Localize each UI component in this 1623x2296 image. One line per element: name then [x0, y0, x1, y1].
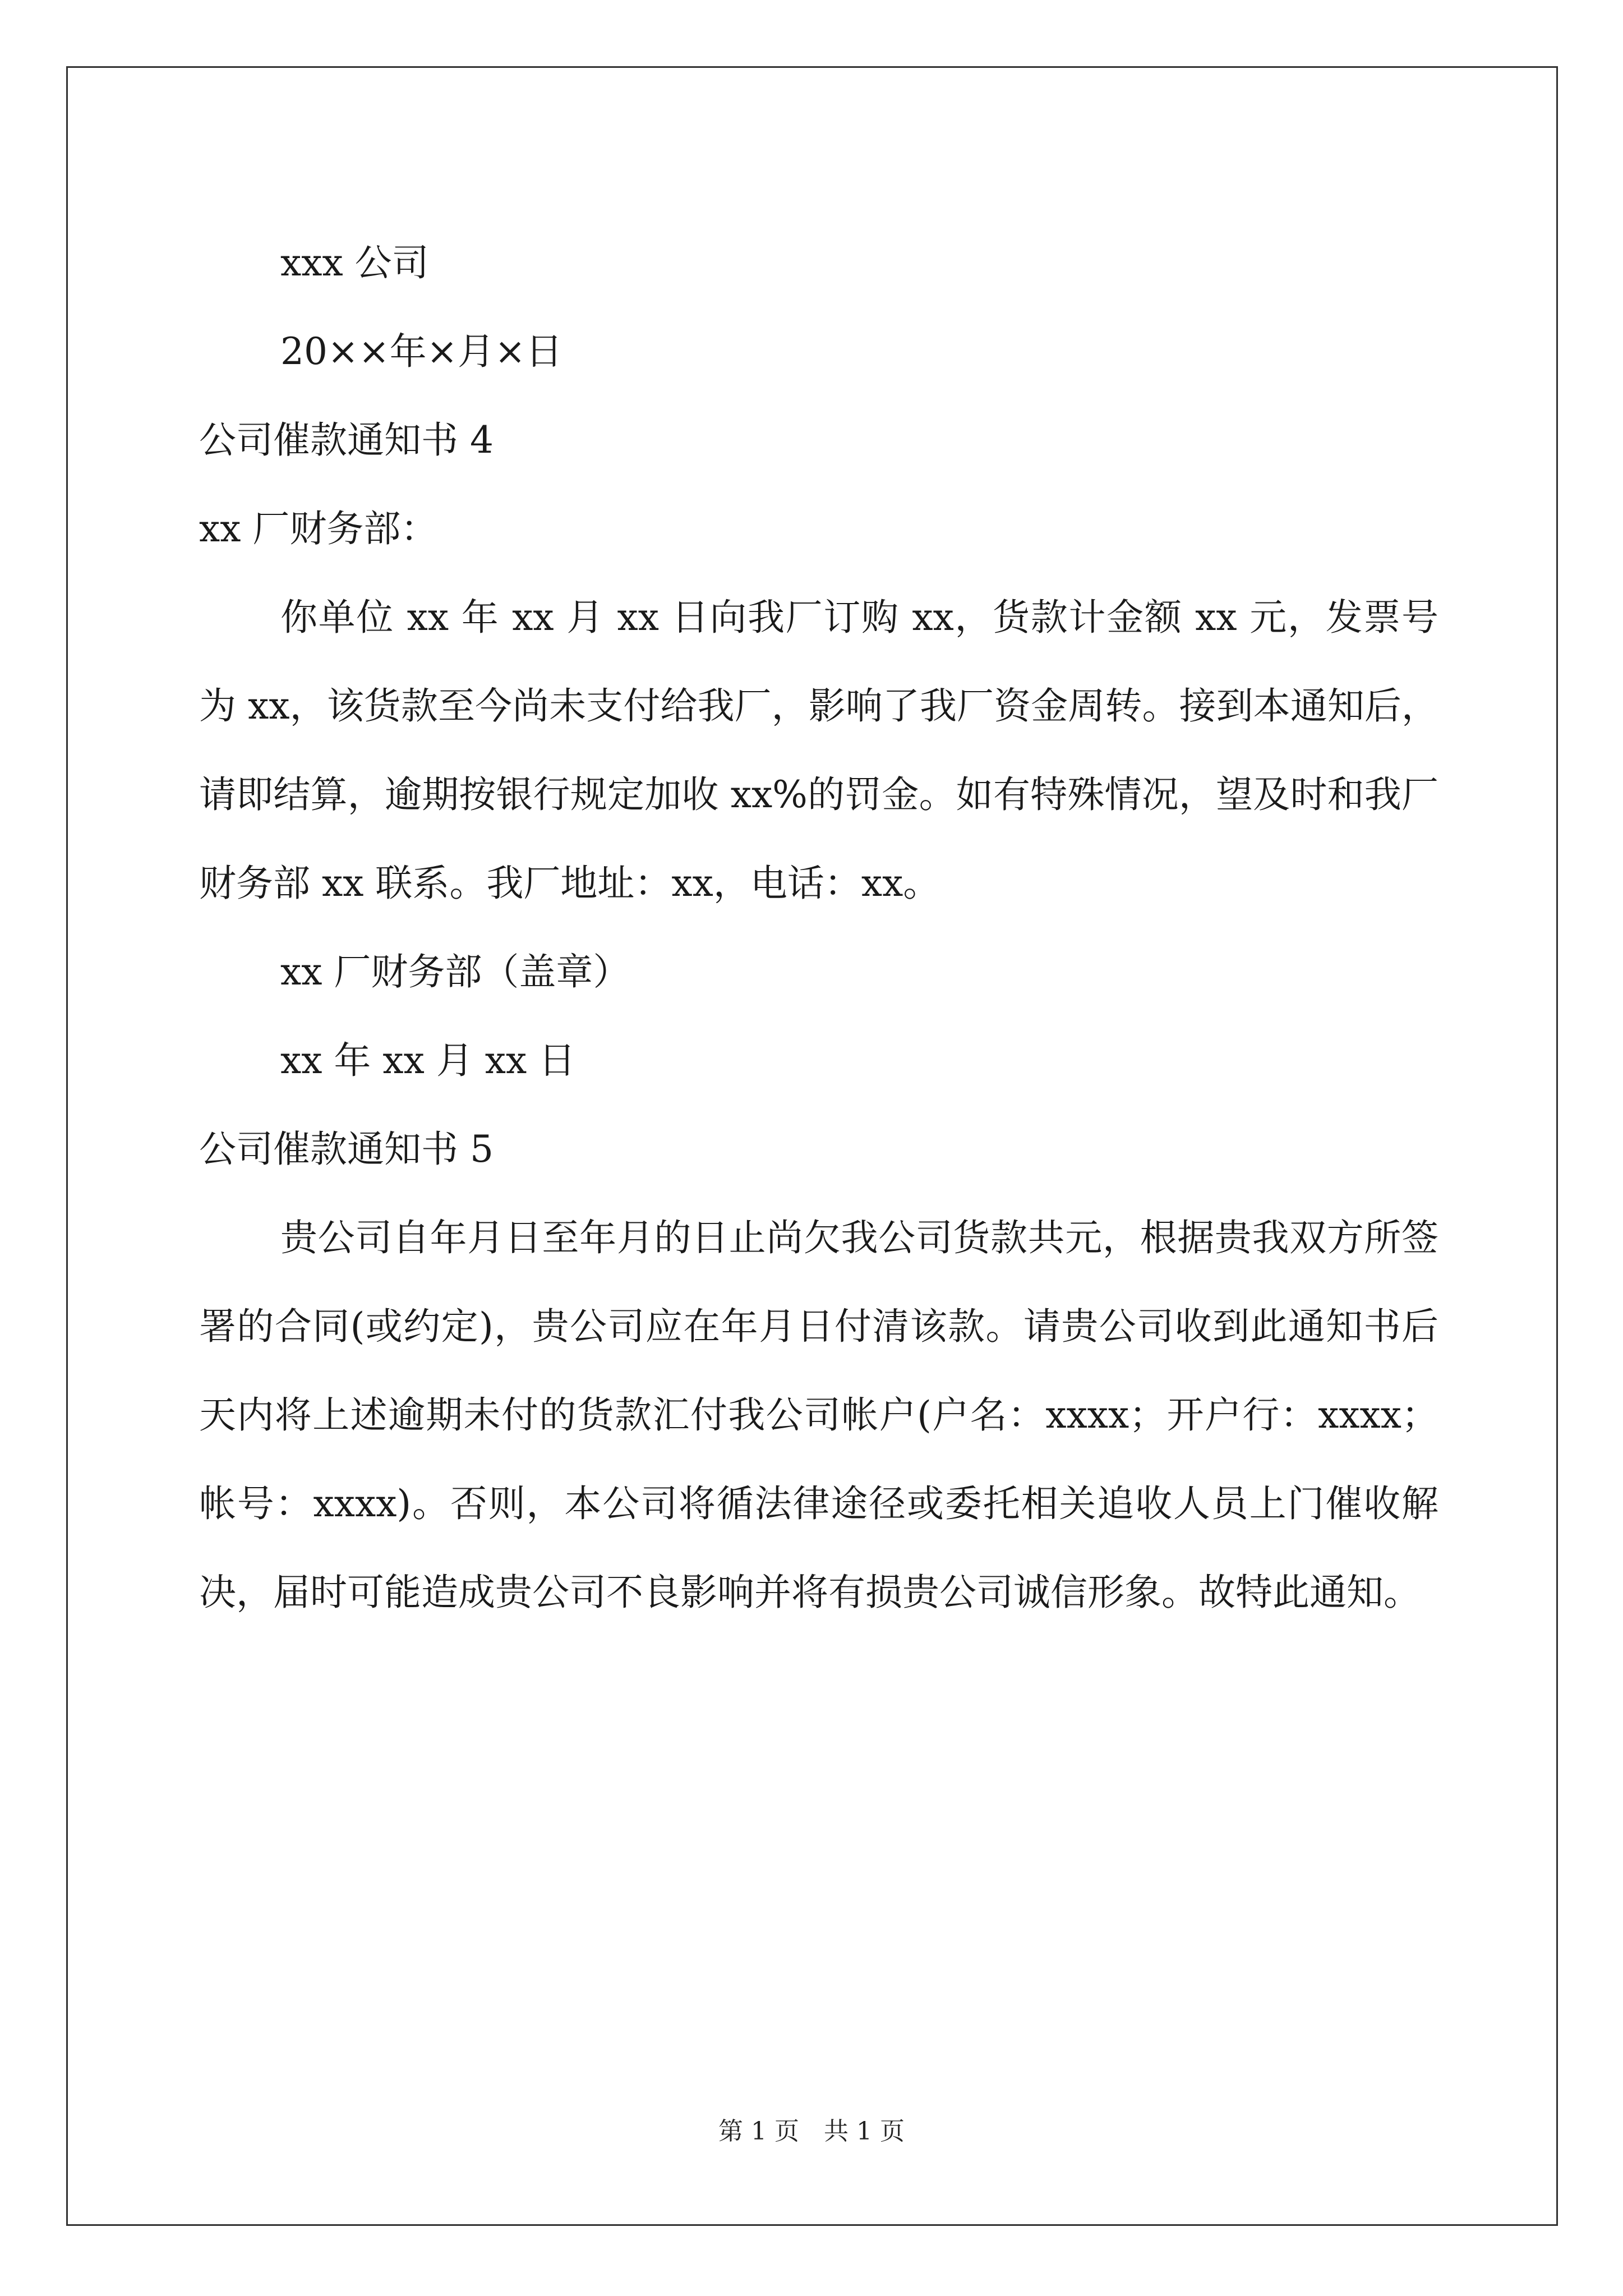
page-footer: 第 1 页 共 1 页 [718, 2117, 905, 2146]
section-title-4: 公司催款通知书 4 [199, 418, 494, 462]
salutation: xx 厂财务部： [199, 507, 438, 550]
section-title-5: 公司催款通知书 5 [199, 1128, 494, 1171]
document-body [199, 219, 1438, 1637]
sender-date: 20××年×月×日 [280, 330, 563, 373]
signature-date: xx 年 xx 月 xx 日 [280, 1039, 576, 1082]
sender-company: xxx 公司 [280, 241, 429, 284]
body-paragraph-5: 贵公司自年月日至年月的日止尚欠我公司货款共元，根据贵我双方所签署的合同(或约定)，贵公司应在年月日付清该款。请贵公司收到此通知书后天内将上述逾期未付的货款汇付我公司帐户(户名：xxxx；开户行：xxxx；帐号：xxxx)。否则，本公司将循法律途径或委托相关追收人员上门催收解决，届时可能造成贵公司不良影响并将有损贵公司诚信形象。故特此通知。 [199, 1216, 1438, 1614]
body-paragraph-4: 你单位 xx 年 xx 月 xx 日向我厂订购 xx，货款计金额 xx 元，发票号为 xx，该货款至今尚未支付给我厂，影响了我厂资金周转。接到本通知后，请即结算，逾期按银行规定加收 xx%的罚金。如有特殊情况，望及时和我厂财务部 xx 联系。我厂地址：xx，电话：xx。 [199, 596, 1438, 905]
signature-seal: xx 厂财务部（盖章） [280, 950, 630, 993]
